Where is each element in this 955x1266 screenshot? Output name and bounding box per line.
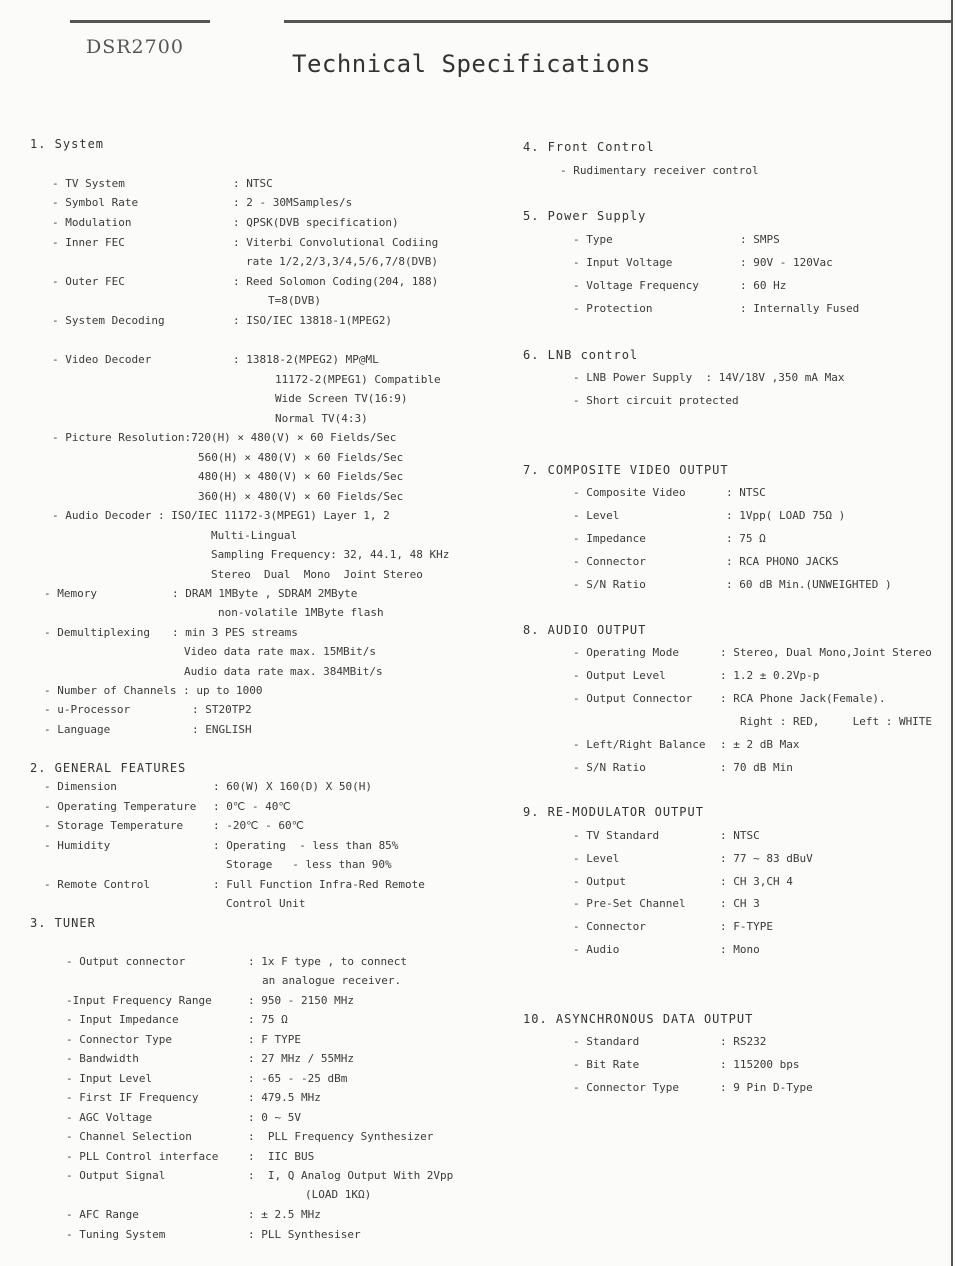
spec-value: Control Unit [226, 897, 306, 910]
page-title: Technical Specifications [292, 50, 651, 78]
spec-label: - Bandwidth [66, 1052, 139, 1065]
spec-value: : RCA PHONO JACKS [726, 555, 839, 568]
spec-value: : NTSC [720, 829, 760, 842]
spec-label: - S/N Ratio [573, 761, 646, 774]
spec-label: - Connector Type [66, 1033, 172, 1046]
spec-label: - Composite Video [573, 486, 686, 499]
spec-value: : CH 3 [720, 897, 760, 910]
spec-value: : RS232 [720, 1035, 767, 1048]
spec-value: Right : RED, Left : WHITE [740, 715, 933, 728]
spec-value: : Reed Solomon Coding(204, 188) [233, 275, 439, 288]
spec-value: : 115200 bps [720, 1058, 800, 1071]
spec-label: - Impedance [573, 532, 646, 545]
spec-label: - Output connector [66, 955, 186, 968]
spec-value: : NTSC [233, 177, 273, 190]
spec-label: - Connector [573, 555, 646, 568]
spec-label: - Output Level [573, 669, 666, 682]
spec-value: Audio data rate max. 384MBit/s [184, 665, 383, 678]
spec-value: : Stereo, Dual Mono,Joint Stereo [720, 646, 932, 659]
spec-value: 11172-2(MPEG1) Compatible [275, 373, 441, 386]
spec-value: 360(H) × 480(V) × 60 Fields/Sec [198, 490, 404, 503]
section-heading: 1. System [30, 137, 105, 151]
spec-value: : I, Q Analog Output With 2Vpp [248, 1169, 454, 1182]
spec-label: - Storage Temperature [44, 819, 184, 832]
spec-value: 480(H) × 480(V) × 60 Fields/Sec [198, 470, 404, 483]
spec-label: - Remote Control [44, 878, 150, 891]
spec-value: : ± 2.5 MHz [248, 1208, 321, 1221]
page-edge-rule [951, 0, 953, 1266]
spec-value: non-volatile 1MByte flash [218, 606, 384, 619]
spec-label: - Output Connector [573, 692, 693, 705]
spec-label: - Audio Decoder : ISO/IEC 11172-3(MPEG1) Layer 1, 2 [52, 509, 390, 522]
spec-label: - Connector [573, 920, 646, 933]
spec-value: : 70 dB Min [720, 761, 793, 774]
section-heading: 4. Front Control [523, 140, 655, 154]
spec-label: - Inner FEC [52, 236, 125, 249]
spec-label: - Number of Channels : up to 1000 [44, 684, 263, 697]
spec-label: - Standard [573, 1035, 640, 1048]
spec-value: : 2 - 30MSamples/s [233, 196, 353, 209]
spec-value: an analogue receiver. [262, 974, 402, 987]
spec-value: : ISO/IEC 13818-1(MPEG2) [233, 314, 392, 327]
spec-label: - Demultiplexing [44, 626, 150, 639]
spec-value: : 77 ~ 83 dBuV [720, 852, 813, 865]
section-heading: 6. LNB control [523, 348, 639, 362]
spec-label: - Output Signal [66, 1169, 166, 1182]
spec-label: - Input Voltage [573, 256, 673, 269]
spec-label: - Audio [573, 943, 620, 956]
spec-value: Video data rate max. 15MBit/s [184, 645, 377, 658]
spec-value: : F TYPE [248, 1033, 301, 1046]
section-heading: 9. RE-MODULATOR OUTPUT [523, 805, 704, 819]
spec-label: - TV System [52, 177, 125, 190]
spec-value: : 1.2 ± 0.2Vp-p [720, 669, 820, 682]
spec-value: : 60 Hz [740, 279, 787, 292]
spec-label: - Symbol Rate [52, 196, 139, 209]
spec-value: : F-TYPE [720, 920, 773, 933]
spec-value: : 90V - 120Vac [740, 256, 833, 269]
spec-label: - Input Impedance [66, 1013, 179, 1026]
header-rule-right [284, 20, 952, 23]
spec-label: - Type [573, 233, 613, 246]
spec-label: - Tuning System [66, 1228, 166, 1241]
spec-label: - Bit Rate [573, 1058, 640, 1071]
spec-value: : 60 dB Min.(UNWEIGHTED ) [726, 578, 892, 591]
spec-label: - Outer FEC [52, 275, 125, 288]
section-heading: 8. AUDIO OUTPUT [523, 623, 647, 637]
spec-label: - Pre-Set Channel [573, 897, 686, 910]
spec-label: - Operating Mode [573, 646, 679, 659]
spec-value: : QPSK(DVB specification) [233, 216, 399, 229]
spec-value: Wide Screen TV(16:9) [275, 392, 408, 405]
spec-label: - Level [573, 852, 620, 865]
spec-value: : min 3 PES streams [172, 626, 298, 639]
spec-value: : 9 Pin D-Type [720, 1081, 813, 1094]
spec-value: : 1Vpp( LOAD 75Ω ) [726, 509, 846, 522]
spec-value: : ± 2 dB Max [720, 738, 800, 751]
spec-label: - AGC Voltage [66, 1111, 153, 1124]
section-heading: 7. COMPOSITE VIDEO OUTPUT [523, 463, 729, 477]
spec-label: - Picture Resolution:720(H) × 480(V) × 60 Fields/Sec [52, 431, 397, 444]
spec-value: : -65 - -25 dBm [248, 1072, 348, 1085]
spec-label: - Left/Right Balance [573, 738, 706, 751]
spec-value: : Operating - less than 85% [213, 839, 399, 852]
spec-value: : RCA Phone Jack(Female). [720, 692, 886, 705]
spec-value: : Viterbi Convolutional Codiing [233, 236, 439, 249]
spec-label: - LNB Power Supply : 14V/18V ,350 mA Max [573, 371, 845, 384]
spec-label: - AFC Range [66, 1208, 139, 1221]
spec-value: : PLL Frequency Synthesizer [248, 1130, 434, 1143]
spec-label: - System Decoding [52, 314, 165, 327]
spec-value: Sampling Frequency: 32, 44.1, 48 KHz [211, 548, 450, 561]
section-heading: 10. ASYNCHRONOUS DATA OUTPUT [523, 1012, 754, 1026]
spec-value: rate 1/2,2/3,3/4,5/6,7/8(DVB) [246, 255, 439, 268]
spec-value: : NTSC [726, 486, 766, 499]
spec-value: : 479.5 MHz [248, 1091, 321, 1104]
spec-label: - Video Decoder [52, 353, 152, 366]
spec-value: : 1x F type , to connect [248, 955, 407, 968]
spec-value: Multi-Lingual [211, 529, 298, 542]
spec-label: - Modulation [52, 216, 132, 229]
spec-value: : ST20TP2 [192, 703, 252, 716]
spec-value: : SMPS [740, 233, 780, 246]
spec-value: : PLL Synthesiser [248, 1228, 361, 1241]
spec-value: : 0 ~ 5V [248, 1111, 301, 1124]
spec-label: - Voltage Frequency [573, 279, 699, 292]
spec-value: : 0℃ - 40℃ [213, 800, 291, 813]
section-heading: 2. GENERAL FEATURES [30, 761, 187, 775]
spec-label: - Memory [44, 587, 97, 600]
spec-value: : Internally Fused [740, 302, 860, 315]
spec-label: - Dimension [44, 780, 117, 793]
spec-value: Normal TV(4:3) [275, 412, 368, 425]
spec-label: - u-Processor [44, 703, 131, 716]
spec-value: : 75 Ω [248, 1013, 288, 1026]
spec-value: : IIC BUS [248, 1150, 315, 1163]
spec-label: - Output [573, 875, 626, 888]
spec-label: - PLL Control interface [66, 1150, 219, 1163]
spec-label: - Level [573, 509, 620, 522]
spec-value: Stereo Dual Mono Joint Stereo [211, 568, 423, 581]
spec-value: : Mono [720, 943, 760, 956]
spec-label: - Channel Selection [66, 1130, 192, 1143]
spec-label: - Protection [573, 302, 653, 315]
spec-value: 560(H) × 480(V) × 60 Fields/Sec [198, 451, 404, 464]
spec-value: : 950 - 2150 MHz [248, 994, 354, 1007]
spec-value: (LOAD 1KΩ) [305, 1188, 372, 1201]
spec-value: : -20℃ - 60℃ [213, 819, 304, 832]
spec-value: : 27 MHz / 55MHz [248, 1052, 354, 1065]
spec-value: : CH 3,CH 4 [720, 875, 793, 888]
spec-label: - Operating Temperature [44, 800, 197, 813]
spec-value: : 60(W) X 160(D) X 50(H) [213, 780, 372, 793]
spec-label: - TV Standard [573, 829, 660, 842]
spec-value: : 75 Ω [726, 532, 766, 545]
spec-value: : DRAM 1MByte , SDRAM 2MByte [172, 587, 358, 600]
spec-value: : 13818-2(MPEG2) MP@ML [233, 353, 379, 366]
spec-label: - Rudimentary receiver control [560, 164, 759, 177]
section-heading: 3. TUNER [30, 916, 96, 930]
spec-value: Storage - less than 90% [226, 858, 392, 871]
spec-value: : Full Function Infra-Red Remote [213, 878, 425, 891]
spec-label: - S/N Ratio [573, 578, 646, 591]
header-rule-left [70, 20, 210, 23]
spec-value: : ENGLISH [192, 723, 252, 736]
spec-label: - First IF Frequency [66, 1091, 199, 1104]
spec-label: - Connector Type [573, 1081, 679, 1094]
section-heading: 5. Power Supply [523, 209, 647, 223]
spec-label: - Language [44, 723, 111, 736]
model-name: DSR2700 [86, 36, 184, 58]
spec-label: - Humidity [44, 839, 111, 852]
spec-label: - Input Level [66, 1072, 153, 1085]
spec-label: - Short circuit protected [573, 394, 739, 407]
spec-label: -Input Frequency Range [66, 994, 212, 1007]
spec-value: T=8(DVB) [268, 294, 321, 307]
